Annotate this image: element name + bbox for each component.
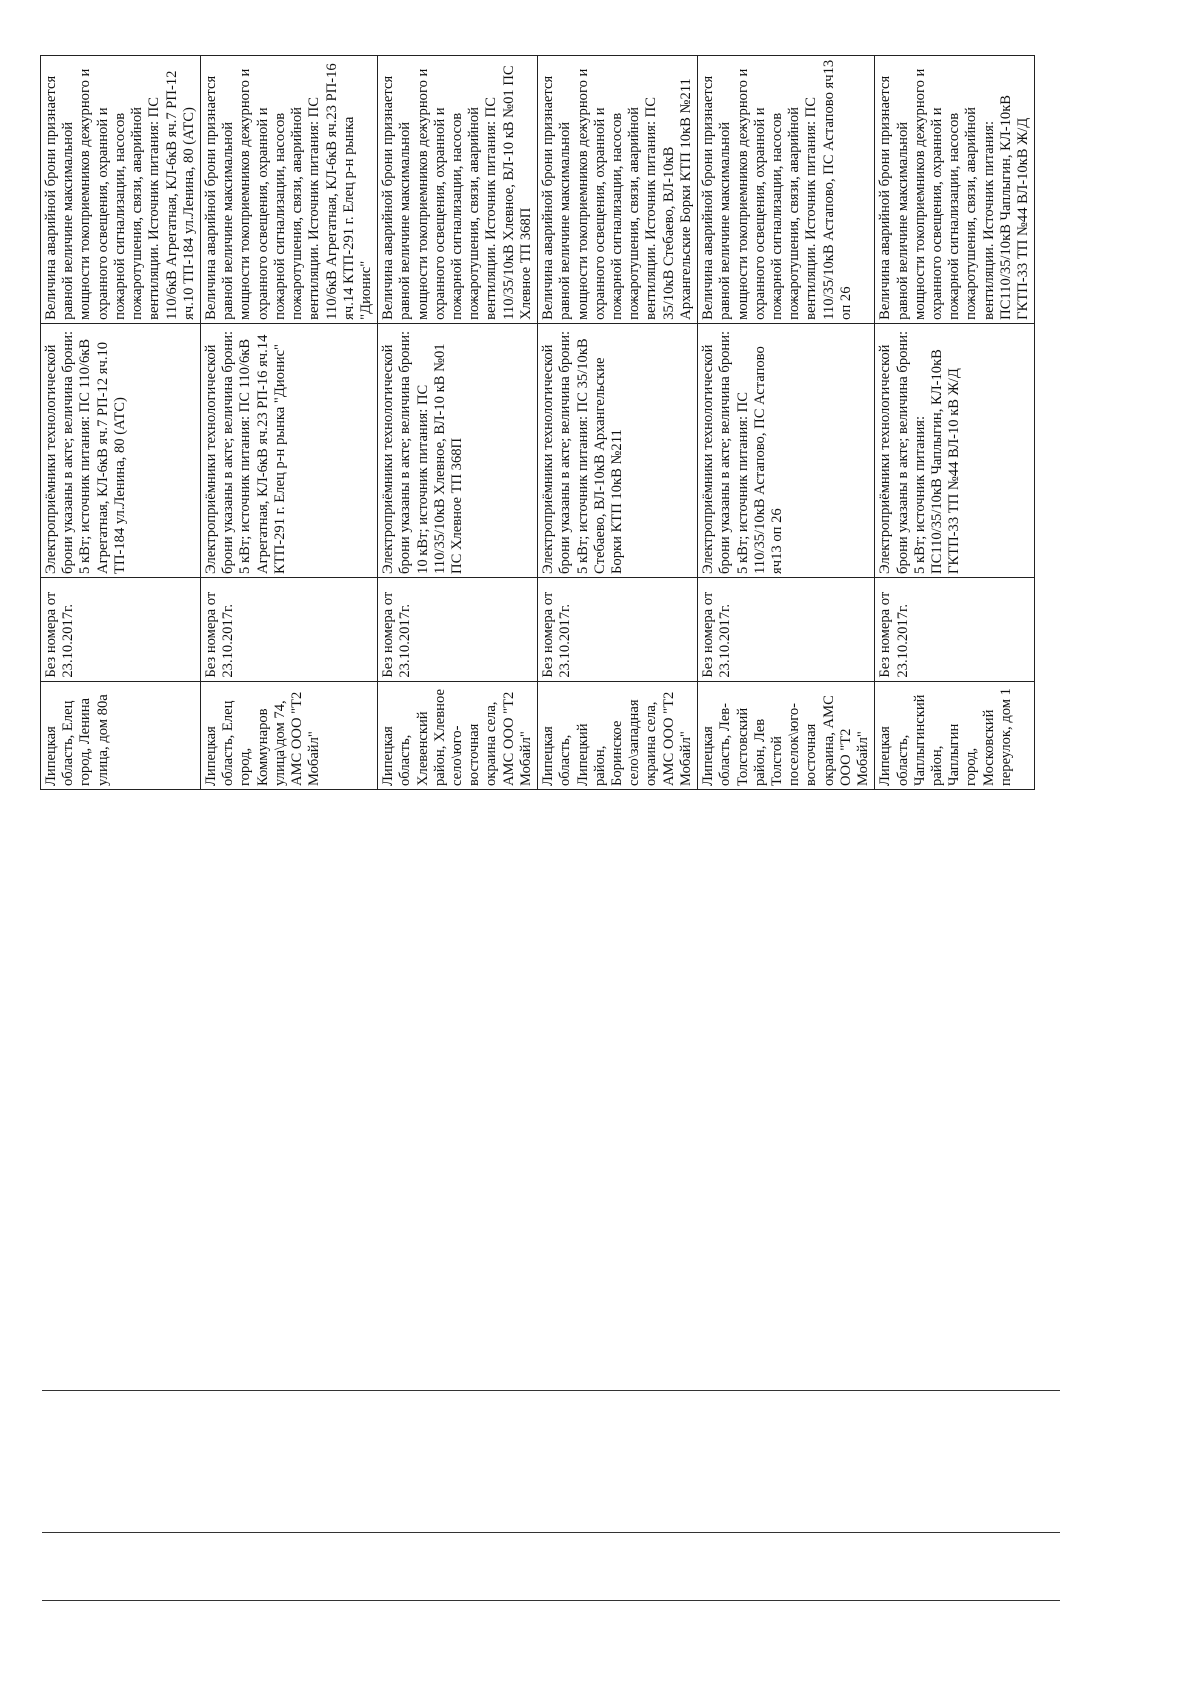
document-cell: Без номера от 23.10.2017г. xyxy=(538,577,698,681)
document-cell: Без номера от 23.10.2017г. xyxy=(698,577,875,681)
address-cell: Липецкая область, Чаплыгинский район, Чаплыгин город, Московский переулок, дом 1 xyxy=(875,681,1035,789)
tech-reserve-cell: Электроприёмники технологической брони указаны в акте; величина брони: 5 кВт; источник питания: ПС 110/6кВ Агрегатная, КЛ-6кВ яч.23 РП-16 яч.14 КТП-291 г. Елец р-н рынка "Дионис" xyxy=(200,323,377,577)
document-cell: Без номера от 23.10.2017г. xyxy=(41,577,201,681)
document-cell: Без номера от 23.10.2017г. xyxy=(200,577,377,681)
document-cell: Без номера от 23.10.2017г. xyxy=(378,577,538,681)
emergency-reserve-cell: Величина аварийной брони признается равной величине максимальной мощности токоприемников дежурного и охранного освещения, охранной и пожарной сигнализации, насосов пожаротушения, связи, аварийной вентиляции. Источник питания: ПС 110/6кВ Агрегатная, КЛ-6кВ яч.7 РП-12 яч.10 ТП-184 ул.Ленина, 80 (АТС) xyxy=(41,56,201,324)
tech-reserve-cell: Электроприёмники технологической брони указаны в акте; величина брони: 5 кВт; источник питания: ПС 35/10кВ Стебаево, ВЛ-10кВ Архангельские Борки КТП 10кВ №211 xyxy=(538,323,698,577)
emergency-reserve-cell: Величина аварийной брони признается равной величине максимальной мощности токоприемников дежурного и охранного освещения, охранной и пожарной сигнализации, насосов пожаротушения, связи, аварийной вентиляции. Источник питания: ПС 110/6кВ Агрегатная, КЛ-6кВ яч.23 РП-16 яч.14 КТП-291 г. Елец р-н рынка "Дионис" xyxy=(200,56,377,324)
address-cell: Липецкая область, Елец город, Коммунаров улица\дом 74, АМС ООО "Т2 Мобайл" xyxy=(200,681,377,789)
emergency-reserve-cell: Величина аварийной брони признается равной величине максимальной мощности токоприемников дежурного и охранного освещения, охранной и пожарной сигнализации, насосов пожаротушения, связи, аварийной вентиляции. Источник питания: ПС 110/35/10кВ Хлевное, ВЛ-10 кВ №01 ПС Хлевное ТП 368П xyxy=(378,56,538,324)
rotated-sheet xyxy=(40,50,1080,1650)
address-cell: Липецкая область, Елец город, Ленина улица, дом 80а xyxy=(41,681,201,789)
signature-line xyxy=(42,1532,1060,1533)
address-cell: Липецкая область, Лев-Толстовский район, Лев Толстой поселок\юго-восточная окраина, АМС ООО "Т2 Мобайл" xyxy=(698,681,875,789)
reserve-table xyxy=(40,55,1035,790)
table-row xyxy=(200,56,377,790)
document-cell: Без номера от 23.10.2017г. xyxy=(875,577,1035,681)
emergency-reserve-cell: Величина аварийной брони признается равной величине максимальной мощности токоприемников дежурного и охранного освещения, охранной и пожарной сигнализации, насосов пожаротушения, связи, аварийной вентиляции. Источник питания: ПС110/35/10кВ Чаплыгин, КЛ-10кВ ГКТП-33 ТП №44 ВЛ-10кВ Ж/Д xyxy=(875,56,1035,324)
address-cell: Липецкая область, Липецкий район, Боринское село\западная окраина села, АМС ООО "Т2 Мобайл" xyxy=(538,681,698,789)
table-row xyxy=(41,56,201,790)
signature-line xyxy=(42,1600,1060,1601)
table-row xyxy=(538,56,698,790)
tech-reserve-cell: Электроприёмники технологической брони указаны в акте; величина брони: 5 кВт; источник питания: ПС 110/6кВ Агрегатная, КЛ-6кВ яч.7 РП-12 яч.10 ТП-184 ул.Ленина, 80 (АТС) xyxy=(41,323,201,577)
signature-line xyxy=(42,1390,1060,1391)
emergency-reserve-cell: Величина аварийной брони признается равной величине максимальной мощности токоприемников дежурного и охранного освещения, охранной и пожарной сигнализации, насосов пожаротушения, связи, аварийной вентиляции. Источник питания: ПС 35/10кВ Стебаево, ВЛ-10кВ Архангельские Борки КТП 10кВ №211 xyxy=(538,56,698,324)
emergency-reserve-cell: Величина аварийной брони признается равной величине максимальной мощности токоприемников дежурного и охранного освещения, охранной и пожарной сигнализации, насосов пожаротушения, связи, аварийной вентиляции. Источник питания: ПС 110/35/10кВ Астапово, ПС Астапово яч13 оп 26 xyxy=(698,56,875,324)
table-row xyxy=(875,56,1035,790)
table-row xyxy=(698,56,875,790)
table-row xyxy=(378,56,538,790)
tech-reserve-cell: Электроприёмники технологической брони указаны в акте; величина брони: 5 кВт; источник питания: ПС 110/35/10кВ Астапово, ПС Астапово яч13 оп 26 xyxy=(698,323,875,577)
tech-reserve-cell: Электроприёмники технологической брони указаны в акте; величина брони: 5 кВт; источник питания: ПС110/35/10кВ Чаплыгин, КЛ-10кВ ГКТП-33 ТП №44 ВЛ-10 кВ Ж/Д xyxy=(875,323,1035,577)
address-cell: Липецкая область, Хлевенский район, Хлевное село\юго-восточная окраина села, АМС ООО "Т2 Мобайл" xyxy=(378,681,538,789)
tech-reserve-cell: Электроприёмники технологической брони указаны в акте; величина брони: 10 кВт; источник питания: ПС 110/35/10кВ Хлевное, ВЛ-10 кВ №01 ПС Хлевное ТП 368П xyxy=(378,323,538,577)
